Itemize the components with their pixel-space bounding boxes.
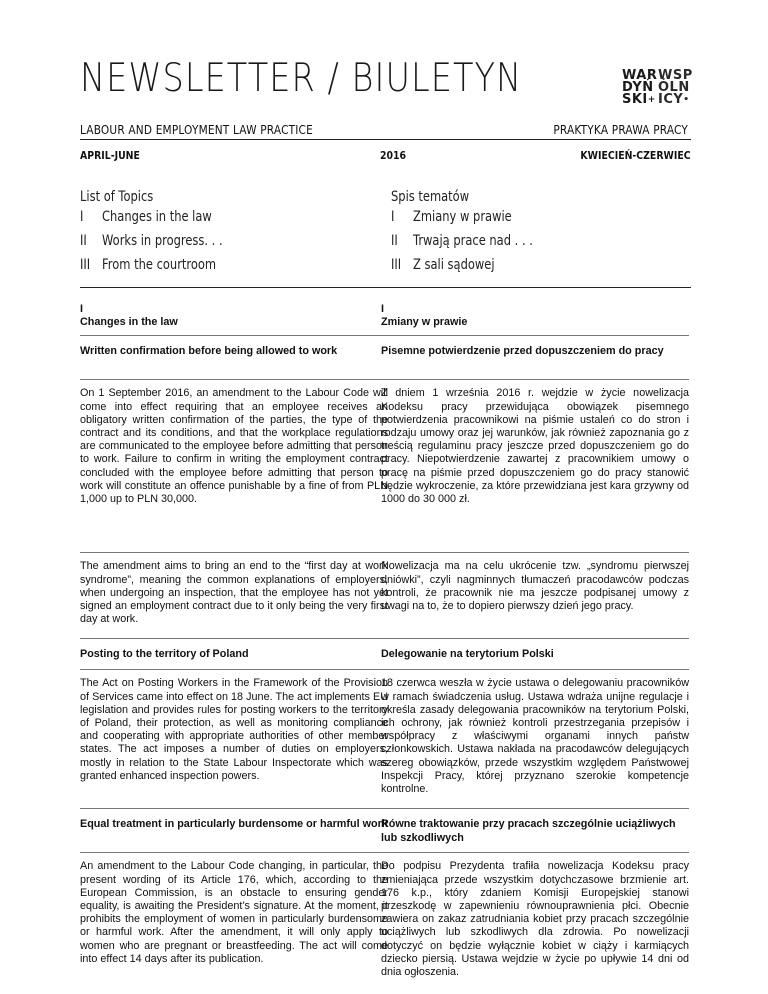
topic-label: Z sali sądowej — [413, 257, 495, 273]
section-number: I — [381, 303, 384, 315]
topic-item[interactable] — [391, 233, 533, 257]
masthead-divider — [80, 139, 691, 140]
logo-row-text: SKI — [622, 92, 648, 107]
practice-name-en: LABOUR AND EMPLOYMENT LAW PRACTICE — [80, 123, 313, 137]
body-paragraph: 18 czerwca weszła w życie ustawa o delegowaniu pracowników w ramach świadczenia usług. Ustawa wdraża unijne regulacje i określa zasady delegowania pracowników na terytorium Polski, ich ochrony, jak również kontroli przestrzegania przepisów i współpracy z właściwymi organami innych państw członkowskich. Ustawa nakłada na pracodawców delegujących szereg obowiązków, przede wszystkim względem Państwowej Inspekcji Pracy, której przyznano szerokie kompetencje kontrolne. — [381, 677, 689, 796]
subsection-title: Pisemne potwierdzenie przed dopuszczeniem do pracy — [381, 345, 664, 358]
logo-row — [622, 94, 656, 106]
subsection-title: Equal treatment in particularly burdensome or harmful work — [80, 818, 388, 831]
logo-row: ÓLN — [658, 80, 690, 95]
period-pl: KWIECIEŃ-CZERWIEC — [580, 149, 691, 162]
subsection-title-block — [80, 336, 388, 379]
logo-dot: • — [683, 95, 690, 105]
subsection-title-block — [80, 639, 388, 669]
body-paragraph: Nowelizacja ma na celu ukrócenie tzw. „syndromu pierwszej dniówki”, czyli nagminnych tłumaczeń pracodawców podczas kontroli, że pracownik nie ma jeszcze podpisanej umowy z uwagi na to, że to dopiero pierwszy dzień jego pracy. — [381, 560, 689, 613]
topic-number: II — [80, 233, 87, 249]
paragraph-block — [80, 670, 388, 808]
topics-heading-pl: Spis tematów — [391, 189, 470, 205]
topic-label: Works in progress. . . — [102, 233, 223, 249]
section-header-en — [80, 303, 388, 335]
body-paragraph: On 1 September 2016, an amendment to the Labour Code will come into effect requiring that an employee receives an obligatory written confirmation of the parties, the type of the contract and its conditions, and that the workplace regulations are communicated to the employee before admitting that person to work. Failure to confirm in writing the employment contract concluded with the employee before admitting that person to work will constitute an offence punishable by a fine of from PLN 1,000 up to PLN 30,000. — [80, 387, 388, 506]
topic-item[interactable] — [80, 209, 212, 233]
period-en: APRIL-JUNE — [80, 149, 140, 162]
subsection-title-block — [381, 639, 689, 669]
logo-row: DYŃ — [622, 80, 654, 95]
section-number: I — [80, 303, 83, 315]
topic-label: Zmiany w prawie — [413, 209, 512, 225]
masthead-title: NEWSLETTER / BIULETYN — [80, 56, 523, 101]
logo-row-text: ICY — [658, 92, 684, 107]
logo-plus: + — [647, 95, 656, 105]
topic-label: Changes in the law — [102, 209, 212, 225]
subsection-title: Delegowanie na terytorium Polski — [381, 648, 554, 661]
subsection-title: Written confirmation before being allowed to work — [80, 345, 338, 358]
topics-heading-en: List of Topics — [80, 189, 154, 205]
logo-right-column — [658, 70, 692, 106]
topic-item[interactable] — [391, 209, 512, 233]
logo-left-column — [622, 70, 656, 106]
paragraph-block — [381, 853, 689, 985]
topics-list-pl — [391, 189, 533, 281]
subsection-title-block — [80, 809, 388, 852]
topics-list-en — [80, 189, 223, 281]
subsection-title-block — [381, 336, 689, 379]
practice-name-pl: PRAKTYKA PRAWA PRACY — [553, 123, 688, 137]
topic-number: I — [391, 209, 395, 225]
topic-number: III — [80, 257, 91, 273]
subsection-title: Posting to the territory of Poland — [80, 648, 249, 661]
paragraph-block — [381, 670, 689, 808]
paragraph-block — [381, 553, 689, 638]
firm-logo — [622, 70, 692, 106]
content-column-pl — [381, 303, 689, 985]
issue-year: 2016 — [380, 149, 407, 162]
topic-number: II — [391, 233, 398, 249]
topic-number: III — [391, 257, 402, 273]
paragraph-block — [381, 380, 689, 552]
body-paragraph: Do podpisu Prezydenta trafiła nowelizacja Kodeksu pracy zmieniająca przede wszystkim dotychczasowe brzmienie art. 176 k.p., który zdaniem Komisji Europejskiej stanowi przeszkodę w zapewnieniu równouprawnienia płci. Obecnie zawiera on zakaz zatrudniania kobiet przy pracach szczególnie uciążliwych lub szkodliwych dla zdrowia. Po nowelizacji dotyczyć on będzie wyłącznie kobiet w ciąży i karmiących dziecko piersią. Ustawa wejdzie w życie po upływie 14 dni od dnia ogłoszenia. — [381, 860, 689, 979]
body-paragraph: Z dniem 1 września 2016 r. wejdzie w życie nowelizacja Kodeksu pracy przewidująca obowiązek pisemnego potwierdzenia pracownikowi na piśmie ustaleń co do stron i rodzaju umowy oraz jej warunków, jak również zapoznania go z treścią regulaminu pracy jeszcze przed dopuszczeniem go do pracy. Niepotwierdzenie zawartej z pracownikiem umowy o pracę na piśmie przed dopuszczeniem go do pracy stanowić będzie wykroczenie, za które przewidziana jest kara grzywny od 1000 do 30 000 zł. — [381, 387, 689, 506]
topic-label: From the courtroom — [102, 257, 217, 273]
paragraph-block — [80, 553, 388, 638]
content-column-en — [80, 303, 388, 972]
logo-row: WAR — [622, 68, 658, 83]
subsection-title-block — [381, 809, 689, 852]
logo-row — [658, 94, 692, 106]
body-paragraph: The Act on Posting Workers in the Framework of the Provision of Services came into effect on 18 June. The act implements EU legislation and provides rules for posting workers to the territory of Poland, their protection, as well as monitoring compliance and cooperating with appropriate authorities of other member states. The act imposes a number of duties on employers, mostly in relation to the State Labour Inspectorate which was granted enhanced inspection powers. — [80, 677, 388, 782]
section-title: Zmiany w prawie — [381, 316, 468, 329]
logo-row: WSP — [658, 68, 693, 83]
topic-item[interactable] — [80, 257, 217, 281]
body-paragraph: The amendment aims to bring an end to the “first day at work syndrome”, meaning the common explanations of employers, when undergoing an inspection, that the employee has not yet signed an employment contract due to it only being the very first day at work. — [80, 560, 388, 626]
section-header-pl — [381, 303, 689, 335]
topic-label: Trwają prace nad . . . — [413, 233, 533, 249]
topic-item[interactable] — [391, 257, 495, 281]
subsection-title: Równe traktowanie przy pracach szczególnie uciążliwych lub szkodliwych — [381, 818, 676, 844]
paragraph-block — [80, 853, 388, 972]
topic-number: I — [80, 209, 84, 225]
section-title: Changes in the law — [80, 316, 178, 329]
issue-date-row — [80, 149, 691, 163]
body-paragraph: An amendment to the Labour Code changing, in particular, the present wording of its Article 176, which, according to the European Commission, is an obstacle to ensuring gender equality, is awaiting the President’s signature. At the moment, it prohibits the employment of women in particularly burdensome or harmful work. After the amendment, it will only apply to women who are pregnant or breastfeeding. The act will come into effect 14 days after its publication. — [80, 860, 388, 965]
topic-item[interactable] — [80, 233, 223, 257]
paragraph-block — [80, 380, 388, 552]
topics-divider — [80, 287, 691, 288]
